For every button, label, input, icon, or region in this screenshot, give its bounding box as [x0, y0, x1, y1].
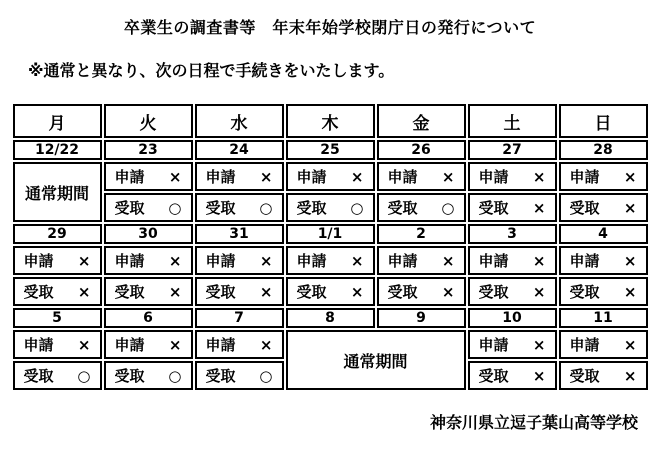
apply-mark: ×: [350, 251, 364, 270]
apply-label: 申請: [23, 252, 54, 270]
normal-period-cell: 通常期間: [286, 330, 466, 390]
apply-cell-content: [15, 332, 100, 357]
apply-label: 申請: [114, 168, 145, 186]
apply-label: 申請: [569, 336, 600, 354]
apply-cell: [559, 162, 648, 191]
receive-mark: ×: [532, 282, 546, 301]
receive-cell-content: [561, 195, 646, 220]
weekday-header-fri: 金: [377, 104, 466, 138]
receive-label: 受取: [205, 283, 236, 301]
apply-label: 申請: [478, 336, 509, 354]
date-cell: 23: [104, 140, 193, 160]
receive-mark: ×: [532, 366, 546, 385]
receive-label: 受取: [205, 199, 236, 217]
apply-label: 申請: [114, 336, 145, 354]
receive-mark: ×: [168, 282, 182, 301]
apply-label: 申請: [569, 168, 600, 186]
receive-label: 受取: [569, 199, 600, 217]
date-cell: 3: [468, 224, 557, 244]
receive-cell: [286, 277, 375, 306]
date-cell: 5: [13, 308, 102, 328]
receive-mark: ×: [259, 282, 273, 301]
apply-mark: ×: [532, 335, 546, 354]
receive-label: 受取: [23, 283, 54, 301]
receive-mark: ×: [623, 282, 637, 301]
apply-cell-content: [561, 164, 646, 189]
schedule-table: [11, 102, 650, 392]
apply-cell: [104, 330, 193, 359]
date-cell: 4: [559, 224, 648, 244]
apply-cell-content: [106, 248, 191, 273]
receive-label: 受取: [569, 283, 600, 301]
receive-label: 受取: [478, 367, 509, 385]
receive-cell-content: [470, 363, 555, 388]
receive-cell: [104, 277, 193, 306]
receive-mark: ×: [77, 282, 91, 301]
receive-label: 受取: [114, 199, 145, 217]
weekday-header-tue: 火: [104, 104, 193, 138]
apply-row: [13, 330, 648, 359]
receive-row: [13, 193, 648, 222]
apply-label: 申請: [205, 336, 236, 354]
apply-label: 申請: [387, 168, 418, 186]
date-cell: 29: [13, 224, 102, 244]
apply-cell-content: [197, 248, 282, 273]
apply-cell-content: [561, 332, 646, 357]
date-cell: 31: [195, 224, 284, 244]
receive-mark: ○: [168, 198, 182, 217]
date-cell: 6: [104, 308, 193, 328]
apply-mark: ×: [168, 251, 182, 270]
receive-cell: [195, 193, 284, 222]
apply-mark: ×: [77, 251, 91, 270]
receive-cell-content: [379, 195, 464, 220]
apply-label: 申請: [478, 168, 509, 186]
receive-label: 受取: [23, 367, 54, 385]
receive-row: [13, 277, 648, 306]
apply-label: 申請: [205, 252, 236, 270]
date-row: [13, 308, 648, 328]
receive-cell: [559, 277, 648, 306]
receive-label: 受取: [478, 283, 509, 301]
school-name: 神奈川県立逗子葉山高等学校: [429, 413, 638, 432]
receive-mark: ○: [168, 366, 182, 385]
apply-cell-content: [470, 332, 555, 357]
apply-cell: [468, 162, 557, 191]
date-cell: 25: [286, 140, 375, 160]
apply-mark: ×: [259, 167, 273, 186]
apply-cell-content: [470, 248, 555, 273]
apply-mark: ×: [532, 251, 546, 270]
apply-label: 申請: [569, 252, 600, 270]
date-cell: 24: [195, 140, 284, 160]
apply-mark: ×: [623, 167, 637, 186]
apply-cell-content: [15, 248, 100, 273]
apply-cell-content: [288, 164, 373, 189]
apply-cell-content: [379, 248, 464, 273]
date-row: [13, 140, 648, 160]
receive-cell: [13, 361, 102, 390]
date-cell: 2: [377, 224, 466, 244]
normal-period-cell: 通常期間: [13, 162, 102, 222]
receive-cell-content: [106, 279, 191, 304]
date-row: [13, 224, 648, 244]
receive-mark: ○: [259, 198, 273, 217]
apply-cell: [286, 246, 375, 275]
receive-mark: ×: [441, 282, 455, 301]
receive-mark: ×: [623, 198, 637, 217]
receive-cell-content: [288, 195, 373, 220]
apply-label: 申請: [478, 252, 509, 270]
apply-row: [13, 162, 648, 191]
receive-cell-content: [470, 195, 555, 220]
apply-label: 申請: [296, 252, 327, 270]
apply-label: 申請: [114, 252, 145, 270]
receive-cell-content: [561, 279, 646, 304]
date-cell: 30: [104, 224, 193, 244]
receive-label: 受取: [387, 283, 418, 301]
weekday-header-row: [13, 104, 648, 138]
apply-cell-content: [197, 332, 282, 357]
date-cell: 11: [559, 308, 648, 328]
receive-mark: ×: [350, 282, 364, 301]
receive-cell: [468, 193, 557, 222]
apply-cell: [104, 162, 193, 191]
apply-mark: ×: [259, 251, 273, 270]
apply-cell: [468, 330, 557, 359]
receive-cell: [195, 361, 284, 390]
receive-cell-content: [106, 363, 191, 388]
date-cell: 7: [195, 308, 284, 328]
date-cell: 28: [559, 140, 648, 160]
receive-label: 受取: [569, 367, 600, 385]
receive-cell: [377, 277, 466, 306]
receive-cell: [559, 361, 648, 390]
receive-label: 受取: [296, 199, 327, 217]
receive-label: 受取: [296, 283, 327, 301]
apply-cell-content: [288, 248, 373, 273]
apply-cell: [13, 330, 102, 359]
receive-cell: [468, 361, 557, 390]
receive-label: 受取: [114, 367, 145, 385]
receive-cell-content: [15, 363, 100, 388]
apply-cell: [195, 162, 284, 191]
apply-label: 申請: [387, 252, 418, 270]
receive-cell: [468, 277, 557, 306]
weekday-header-sat: 土: [468, 104, 557, 138]
apply-cell: [195, 246, 284, 275]
apply-mark: ×: [259, 335, 273, 354]
apply-label: 申請: [296, 168, 327, 186]
receive-cell-content: [561, 363, 646, 388]
apply-cell: [377, 162, 466, 191]
receive-cell-content: [379, 279, 464, 304]
receive-cell-content: [15, 279, 100, 304]
receive-mark: ○: [441, 198, 455, 217]
receive-label: 受取: [114, 283, 145, 301]
apply-mark: ×: [441, 251, 455, 270]
weekday-header-wed: 水: [195, 104, 284, 138]
receive-cell-content: [197, 279, 282, 304]
receive-cell: [559, 193, 648, 222]
receive-mark: ×: [532, 198, 546, 217]
apply-cell: [104, 246, 193, 275]
weekday-header-sun: 日: [559, 104, 648, 138]
weekday-header-mon: 月: [13, 104, 102, 138]
date-cell: 10: [468, 308, 557, 328]
receive-label: 受取: [205, 367, 236, 385]
apply-label: 申請: [23, 336, 54, 354]
page-title: 卒業生の調査書等 年末年始学校閉庁日の発行について: [123, 18, 537, 37]
apply-cell: [559, 330, 648, 359]
apply-mark: ×: [623, 335, 637, 354]
receive-cell: [286, 193, 375, 222]
apply-cell-content: [561, 248, 646, 273]
apply-cell: [377, 246, 466, 275]
apply-cell: [468, 246, 557, 275]
receive-cell-content: [197, 195, 282, 220]
date-cell: 12/22: [13, 140, 102, 160]
receive-cell: [13, 277, 102, 306]
date-cell: 26: [377, 140, 466, 160]
date-cell: 1/1: [286, 224, 375, 244]
receive-label: 受取: [478, 199, 509, 217]
receive-mark: ○: [77, 366, 91, 385]
apply-mark: ×: [168, 335, 182, 354]
apply-cell: [195, 330, 284, 359]
apply-cell-content: [379, 164, 464, 189]
apply-row: [13, 246, 648, 275]
apply-cell-content: [106, 332, 191, 357]
apply-mark: ×: [350, 167, 364, 186]
note-text: ※通常と異なり、次の日程で手続きをいたします。: [28, 61, 395, 80]
apply-mark: ×: [441, 167, 455, 186]
apply-mark: ×: [623, 251, 637, 270]
receive-cell: [104, 193, 193, 222]
receive-cell: [104, 361, 193, 390]
weekday-header-thu: 木: [286, 104, 375, 138]
receive-mark: ○: [259, 366, 273, 385]
apply-label: 申請: [205, 168, 236, 186]
apply-cell: [286, 162, 375, 191]
receive-cell-content: [106, 195, 191, 220]
apply-cell-content: [106, 164, 191, 189]
apply-cell: [13, 246, 102, 275]
receive-mark: ×: [623, 366, 637, 385]
apply-cell-content: [470, 164, 555, 189]
receive-cell: [377, 193, 466, 222]
date-cell: 27: [468, 140, 557, 160]
receive-cell-content: [470, 279, 555, 304]
apply-mark: ×: [168, 167, 182, 186]
apply-mark: ×: [532, 167, 546, 186]
receive-cell-content: [197, 363, 282, 388]
receive-cell: [195, 277, 284, 306]
apply-cell-content: [197, 164, 282, 189]
receive-label: 受取: [387, 199, 418, 217]
date-cell: 8: [286, 308, 375, 328]
apply-cell: [559, 246, 648, 275]
receive-mark: ○: [350, 198, 364, 217]
date-cell: 9: [377, 308, 466, 328]
apply-mark: ×: [77, 335, 91, 354]
receive-cell-content: [288, 279, 373, 304]
